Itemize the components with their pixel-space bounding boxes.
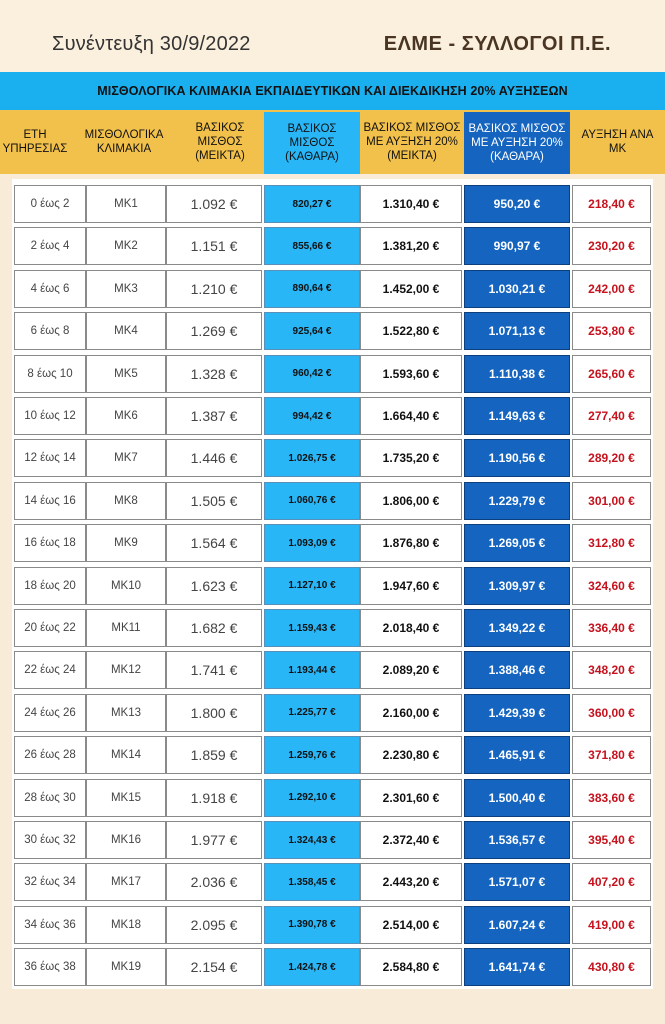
interview-date: Συνέντευξη 30/9/2022	[52, 33, 251, 55]
table-row	[12, 777, 653, 819]
net-salary-cell: 1.292,10 €	[264, 779, 360, 817]
table-row	[12, 480, 653, 522]
gross-salary-20-cell: 1.522,80 €	[360, 312, 462, 350]
gross-salary-cell: 1.505 €	[166, 482, 262, 520]
net-salary-cell: 1.225,77 €	[264, 694, 360, 732]
header-net: ΒΑΣΙΚΟΣ ΜΙΣΘΟΣ (ΚΑΘΑΡΑ)	[264, 112, 360, 174]
net-salary-20-cell: 1.388,46 €	[464, 651, 570, 689]
gross-salary-20-cell: 1.947,60 €	[360, 567, 462, 605]
net-salary-cell: 1.324,43 €	[264, 821, 360, 859]
increase-cell: 419,00 €	[572, 906, 651, 944]
gross-salary-20-cell: 1.593,60 €	[360, 355, 462, 393]
net-salary-cell: 890,64 €	[264, 270, 360, 308]
net-salary-20-cell: 1.110,38 €	[464, 355, 570, 393]
increase-cell: 348,20 €	[572, 651, 651, 689]
grade-cell: ΜΚ18	[86, 906, 166, 944]
table-row	[12, 946, 653, 988]
years-cell: 30 έως 32	[14, 821, 86, 859]
net-salary-cell: 925,64 €	[264, 312, 360, 350]
header-gross-20: ΒΑΣΙΚΟΣ ΜΙΣΘΟΣ ΜΕ ΑΥΞΗΣΗ 20% (ΜΕΙΚΤΑ)	[363, 122, 461, 162]
years-cell: 8 έως 10	[14, 355, 86, 393]
gross-salary-20-cell: 1.452,00 €	[360, 270, 462, 308]
net-salary-20-cell: 1.607,24 €	[464, 906, 570, 944]
increase-cell: 277,40 €	[572, 397, 651, 435]
increase-cell: 395,40 €	[572, 821, 651, 859]
footer-band	[0, 994, 665, 1024]
increase-cell: 289,20 €	[572, 439, 651, 477]
table-row	[12, 565, 653, 607]
grade-cell: ΜΚ9	[86, 524, 166, 562]
gross-salary-cell: 1.328 €	[166, 355, 262, 393]
gross-salary-cell: 2.095 €	[166, 906, 262, 944]
gross-salary-20-cell: 1.664,40 €	[360, 397, 462, 435]
header-gross: ΒΑΣΙΚΟΣ ΜΙΣΘΟΣ (ΜΕΙΚΤΑ)	[195, 122, 245, 162]
grade-cell: ΜΚ19	[86, 948, 166, 986]
years-cell: 28 έως 30	[14, 779, 86, 817]
table-row	[12, 819, 653, 861]
net-salary-20-cell: 1.536,57 €	[464, 821, 570, 859]
increase-cell: 218,40 €	[572, 185, 651, 223]
header-net-20: ΒΑΣΙΚΟΣ ΜΙΣΘΟΣ ΜΕ ΑΥΞΗΣΗ 20% (ΚΑΘΑΡΑ)	[464, 112, 570, 174]
years-cell: 24 έως 26	[14, 694, 86, 732]
net-salary-20-cell: 1.229,79 €	[464, 482, 570, 520]
years-cell: 32 έως 34	[14, 863, 86, 901]
gross-salary-cell: 1.623 €	[166, 567, 262, 605]
grade-cell: ΜΚ12	[86, 651, 166, 689]
years-cell: 16 έως 18	[14, 524, 86, 562]
increase-cell: 371,80 €	[572, 736, 651, 774]
gross-salary-cell: 1.446 €	[166, 439, 262, 477]
years-cell: 34 έως 36	[14, 906, 86, 944]
net-salary-20-cell: 1.349,22 €	[464, 609, 570, 647]
net-salary-cell: 1.193,44 €	[264, 651, 360, 689]
grade-cell: ΜΚ11	[86, 609, 166, 647]
increase-cell: 230,20 €	[572, 227, 651, 265]
years-cell: 20 έως 22	[14, 609, 86, 647]
increase-cell: 407,20 €	[572, 863, 651, 901]
page-header	[0, 0, 665, 72]
gross-salary-20-cell: 2.160,00 €	[360, 694, 462, 732]
years-cell: 4 έως 6	[14, 270, 86, 308]
gross-salary-20-cell: 2.443,20 €	[360, 863, 462, 901]
gross-salary-20-cell: 2.372,40 €	[360, 821, 462, 859]
net-salary-20-cell: 990,97 €	[464, 227, 570, 265]
net-salary-cell: 1.424,78 €	[264, 948, 360, 986]
header-grade: ΜΙΣΘΟΛΟΓΙΚΑ ΚΛΙΜΑΚΙΑ	[84, 129, 164, 155]
years-cell: 14 έως 16	[14, 482, 86, 520]
gross-salary-20-cell: 1.381,20 €	[360, 227, 462, 265]
net-salary-20-cell: 1.269,05 €	[464, 524, 570, 562]
gross-salary-cell: 1.741 €	[166, 651, 262, 689]
gross-salary-cell: 1.800 €	[166, 694, 262, 732]
grade-cell: ΜΚ17	[86, 863, 166, 901]
net-salary-20-cell: 1.571,07 €	[464, 863, 570, 901]
gross-salary-20-cell: 2.514,00 €	[360, 906, 462, 944]
increase-cell: 312,80 €	[572, 524, 651, 562]
grade-cell: ΜΚ15	[86, 779, 166, 817]
years-cell: 10 έως 12	[14, 397, 86, 435]
net-salary-cell: 1.390,78 €	[264, 906, 360, 944]
table-row	[12, 225, 653, 267]
grade-cell: ΜΚ1	[86, 185, 166, 223]
years-cell: 0 έως 2	[14, 185, 86, 223]
increase-cell: 324,60 €	[572, 567, 651, 605]
grade-cell: ΜΚ2	[86, 227, 166, 265]
grade-cell: ΜΚ5	[86, 355, 166, 393]
table-row	[12, 692, 653, 734]
grade-cell: ΜΚ3	[86, 270, 166, 308]
gross-salary-20-cell: 2.584,80 €	[360, 948, 462, 986]
table-row	[12, 861, 653, 903]
net-salary-cell: 1.093,09 €	[264, 524, 360, 562]
net-salary-20-cell: 1.500,40 €	[464, 779, 570, 817]
increase-cell: 383,60 €	[572, 779, 651, 817]
gross-salary-20-cell: 2.089,20 €	[360, 651, 462, 689]
table-row	[12, 395, 653, 437]
table-row	[12, 268, 653, 310]
net-salary-cell: 960,42 €	[264, 355, 360, 393]
net-salary-cell: 1.259,76 €	[264, 736, 360, 774]
gross-salary-cell: 1.564 €	[166, 524, 262, 562]
grade-cell: ΜΚ14	[86, 736, 166, 774]
net-salary-cell: 855,66 €	[264, 227, 360, 265]
table-row	[12, 734, 653, 776]
net-salary-20-cell: 1.071,13 €	[464, 312, 570, 350]
increase-cell: 360,00 €	[572, 694, 651, 732]
header-increase: ΑΥΞΗΣΗ ΑΝΑ ΜΚ	[581, 129, 654, 155]
gross-salary-cell: 1.977 €	[166, 821, 262, 859]
gross-salary-cell: 1.269 €	[166, 312, 262, 350]
grade-cell: ΜΚ16	[86, 821, 166, 859]
gross-salary-20-cell: 1.876,80 €	[360, 524, 462, 562]
years-cell: 36 έως 38	[14, 948, 86, 986]
table-row	[12, 607, 653, 649]
gross-salary-cell: 1.387 €	[166, 397, 262, 435]
gross-salary-cell: 1.151 €	[166, 227, 262, 265]
gross-salary-cell: 1.092 €	[166, 185, 262, 223]
net-salary-cell: 994,42 €	[264, 397, 360, 435]
net-salary-20-cell: 1.149,63 €	[464, 397, 570, 435]
gross-salary-cell: 1.859 €	[166, 736, 262, 774]
gross-salary-20-cell: 2.018,40 €	[360, 609, 462, 647]
increase-cell: 242,00 €	[572, 270, 651, 308]
page-title: ΜΙΣΘΟΛΟΓΙΚΑ ΚΛΙΜΑΚΙΑ ΕΚΠΑΙΔΕΥΤΙΚΩΝ ΚΑΙ ΔΙΕΚΔΙΚΗΣΗ 20% ΑΥΞΗΣΕΩΝ	[97, 84, 568, 98]
years-cell: 22 έως 24	[14, 651, 86, 689]
net-salary-cell: 1.026,75 €	[264, 439, 360, 477]
net-salary-20-cell: 1.641,74 €	[464, 948, 570, 986]
gross-salary-cell: 2.036 €	[166, 863, 262, 901]
net-salary-20-cell: 1.309,97 €	[464, 567, 570, 605]
organization-name: ΕΛΜΕ - ΣΥΛΛΟΓΟΙ Π.Ε.	[383, 33, 611, 55]
net-salary-20-cell: 1.429,39 €	[464, 694, 570, 732]
gross-salary-20-cell: 1.735,20 €	[360, 439, 462, 477]
grade-cell: ΜΚ7	[86, 439, 166, 477]
grade-cell: ΜΚ13	[86, 694, 166, 732]
years-cell: 2 έως 4	[14, 227, 86, 265]
years-cell: 12 έως 14	[14, 439, 86, 477]
years-cell: 6 έως 8	[14, 312, 86, 350]
net-salary-cell: 1.127,10 €	[264, 567, 360, 605]
gross-salary-cell: 1.682 €	[166, 609, 262, 647]
increase-cell: 301,00 €	[572, 482, 651, 520]
gross-salary-cell: 2.154 €	[166, 948, 262, 986]
table-row	[12, 649, 653, 691]
gross-salary-20-cell: 2.230,80 €	[360, 736, 462, 774]
salary-table	[12, 179, 653, 989]
net-salary-cell: 820,27 €	[264, 185, 360, 223]
grade-cell: ΜΚ10	[86, 567, 166, 605]
increase-cell: 430,80 €	[572, 948, 651, 986]
net-salary-20-cell: 1.465,91 €	[464, 736, 570, 774]
table-row	[12, 310, 653, 352]
gross-salary-20-cell: 1.310,40 €	[360, 185, 462, 223]
net-salary-cell: 1.358,45 €	[264, 863, 360, 901]
net-salary-20-cell: 1.030,21 €	[464, 270, 570, 308]
header-years: ΕΤΗ ΥΠΗΡΕΣΙΑΣ	[2, 129, 68, 155]
net-salary-cell: 1.159,43 €	[264, 609, 360, 647]
gross-salary-cell: 1.918 €	[166, 779, 262, 817]
net-salary-20-cell: 950,20 €	[464, 185, 570, 223]
grade-cell: ΜΚ4	[86, 312, 166, 350]
years-cell: 18 έως 20	[14, 567, 86, 605]
table-row	[12, 437, 653, 479]
gross-salary-cell: 1.210 €	[166, 270, 262, 308]
gross-salary-20-cell: 1.806,00 €	[360, 482, 462, 520]
table-row	[12, 904, 653, 946]
gross-salary-20-cell: 2.301,60 €	[360, 779, 462, 817]
net-salary-cell: 1.060,76 €	[264, 482, 360, 520]
increase-cell: 265,60 €	[572, 355, 651, 393]
table-row	[12, 353, 653, 395]
increase-cell: 253,80 €	[572, 312, 651, 350]
grade-cell: ΜΚ6	[86, 397, 166, 435]
title-bar	[0, 72, 665, 110]
increase-cell: 336,40 €	[572, 609, 651, 647]
net-salary-20-cell: 1.190,56 €	[464, 439, 570, 477]
table-row	[12, 183, 653, 225]
years-cell: 26 έως 28	[14, 736, 86, 774]
grade-cell: ΜΚ8	[86, 482, 166, 520]
table-row	[12, 522, 653, 564]
